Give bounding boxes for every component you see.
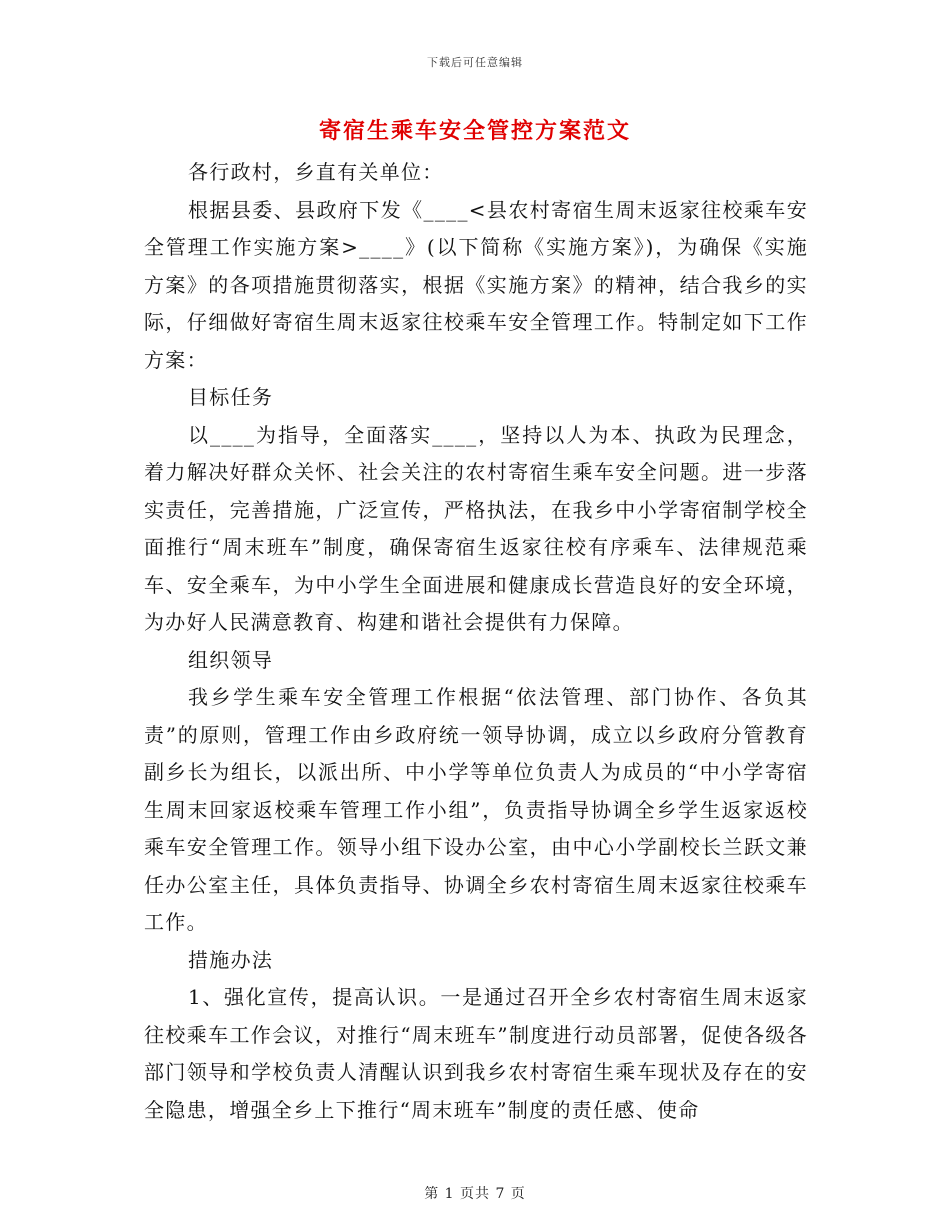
page-footer: 第 1 页共 7 页 bbox=[424, 1186, 526, 1202]
measures-item-1: 1、强化宣传，提高认识。一是通过召开全乡农村寄宿生周末返家往校乘车工作会议，对推行“周末班车”制度进行动员部署，促使各级各部门领导和学校负责人清醒认识到我乡农村寄宿生乘车现状及存在的安全隐患，增强全乡上下推行“周末班车”制度的责任感、使命 bbox=[144, 985, 808, 1122]
section-heading-organization: 组织领导 bbox=[188, 647, 274, 672]
document-body bbox=[144, 154, 808, 1129]
header-note: 下载后可任意编辑 bbox=[427, 56, 523, 69]
intro-paragraph: 根据县委、县政府下发《____<县农村寄宿生周末返家往校乘车安全管理工作实施方案>____》(以下简称《实施方案》)，为确保《实施方案》的各项措施贯彻落实，根据《实施方案》的精神，结合我乡的实际，仔细做好寄宿生周末返家往校乘车安全管理工作。特制定如下工作方案： bbox=[144, 197, 808, 372]
section-body-organization: 我乡学生乘车安全管理工作根据“依法管理、部门协作、各负其责”的原则，管理工作由乡政府统一领导协调，成立以乡政府分管教育副乡长为组长，以派出所、中小学等单位负责人为成员的“中小学寄宿生周末回家返校乘车管理工作小组”，负责指导协调全乡学生返家返校乘车安全管理工作。领导小组下设办公室，由中心小学副校长兰跃文兼任办公室主任，具体负责指导、协调全乡农村寄宿生周末返家往校乘车工作。 bbox=[144, 685, 808, 934]
document-title: 寄宿生乘车安全管控方案范文 bbox=[318, 118, 631, 144]
section-heading-measures: 措施办法 bbox=[188, 947, 274, 972]
section-body-goals: 以____为指导，全面落实____，坚持以人为本、执政为民理念，着力解决好群众关怀、社会关注的农村寄宿生乘车安全问题。进一步落实责任，完善措施，广泛宣传，严格执法，在我乡中小学寄宿制学校全面推行“周末班车”制度，确保寄宿生返家往校有序乘车、法律规范乘车、安全乘车，为中小学生全面进展和健康成长营造良好的安全环境，为办好人民满意教育、构建和谐社会提供有力保障。 bbox=[144, 422, 808, 634]
section-heading-goals: 目标任务 bbox=[188, 385, 274, 409]
salutation: 各行政村，乡直有关单位： bbox=[188, 160, 444, 184]
